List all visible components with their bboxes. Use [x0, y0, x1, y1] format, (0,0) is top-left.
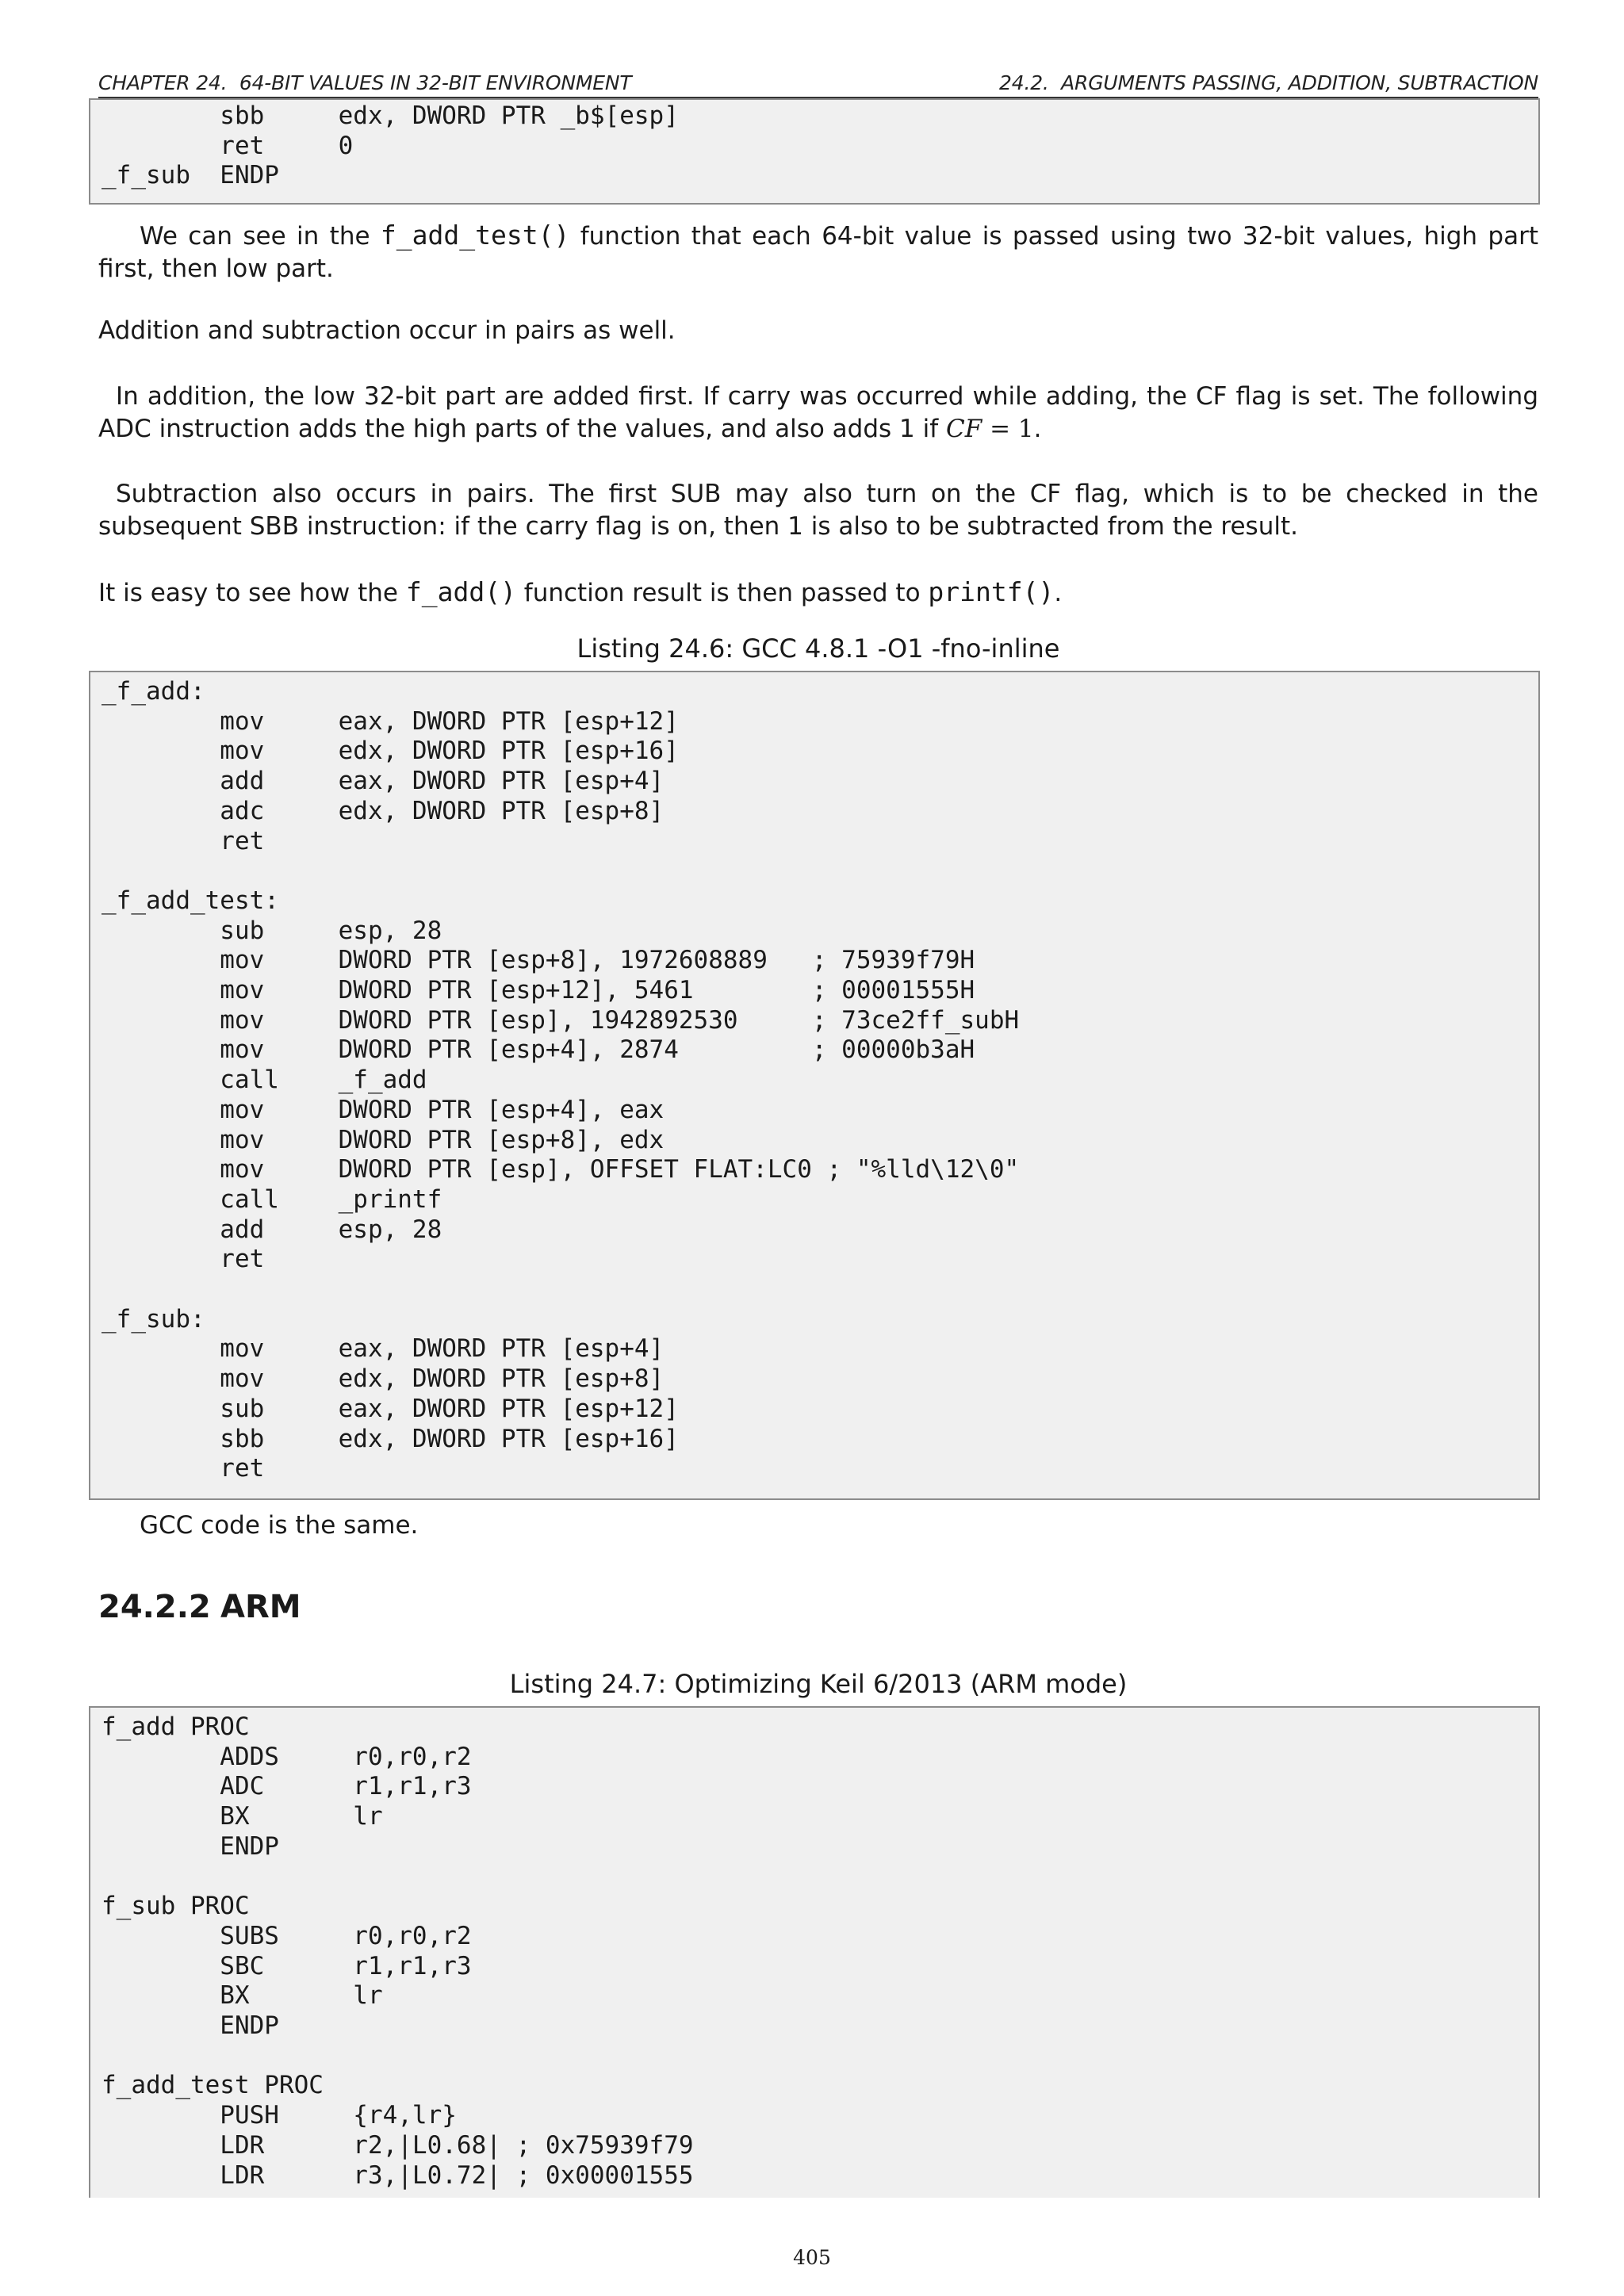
paragraph-text: function that each 64-bit value is passed using two 32-bit values, high part first, then low part.: [98, 222, 1538, 283]
inline-code-f-add-test: f_add_test(): [380, 220, 570, 251]
code-listing-24-6: _f_add: mov eax, DWORD PTR [esp+12] mov edx, DWORD PTR [esp+16] add eax, DWORD PTR [esp+4] adc edx, DWORD PTR [esp+8] ret _f_add_test: sub esp, 28 mov DWORD PTR [esp+8], 1972608889 ; 75939f79H mov DWORD PTR [esp+12], 5461 ; 00001555H mov DWORD PTR [esp], 1942892530 ; 73ce2ff_subH mov DWORD PTR [esp+4], 2874 ; 00000b3aH call _f_add mov DWORD PTR [esp+4], eax mov DWORD PTR [esp+8], edx mov DWORD PTR [esp], OFFSET FLAT:LC0 ; "%lld\12\0" call _printf add esp, 28 ret _f_sub: mov eax, DWORD PTR [esp+4] mov edx, DWORD PTR [esp+8] sub eax, DWORD PTR [esp+12] sbb edx, DWORD PTR [esp+16] ret: [89, 671, 1540, 1500]
code-listing-24-7: f_add PROC ADDS r0,r0,r2 ADC r1,r1,r3 BX lr ENDP f_sub PROC SUBS r0,r0,r2 SBC r1,r1,r3 BX lr ENDP f_add_test PROC PUSH {r4,lr} LDR r2,|L0.68| ; 0x75939f79 LDR r3,|L0.72| ; 0x00001555: [89, 1706, 1540, 2198]
running-header: [98, 70, 1538, 98]
paragraph-text: function result is then passed to: [515, 579, 929, 607]
header-chapter-title: CHAPTER 24. 64-BIT VALUES IN 32-BIT ENVIRONMENT: [98, 71, 632, 94]
paragraph-printf: [98, 576, 1538, 610]
paragraph-text: We can see in the: [140, 222, 381, 251]
paragraph-gcc-same: GCC code is the same.: [140, 1511, 419, 1540]
section-number: 24.2.2: [98, 1589, 211, 1625]
page-number: 405: [793, 2246, 831, 2269]
math-equality: = 1: [982, 415, 1034, 443]
paragraph-pairs: Addition and subtraction occur in pairs as well.: [98, 316, 676, 345]
paragraph-text: .: [1033, 415, 1042, 443]
listing-caption-24-6: Listing 24.6: GCC 4.8.1 -O1 -fno-inline: [576, 633, 1060, 664]
section-heading: [98, 1587, 301, 1627]
inline-code-f-add: f_add(): [405, 576, 516, 607]
paragraph-text: It is easy to see how the: [98, 579, 406, 607]
listing-caption-24-7: Listing 24.7: Optimizing Keil 6/2013 (ARM mode): [509, 1669, 1128, 1699]
paragraph-text: .: [1054, 579, 1063, 607]
math-cf-equals-one: [946, 415, 1034, 443]
inline-code-printf: printf(): [928, 576, 1055, 607]
paragraph-text: In addition, the low 32-bit part are added first. If carry was occurred while adding, the CF flag is set. The following ADC instruction adds the high parts of the values, and also adds 1 if: [98, 382, 1538, 443]
code-listing-continued: sbb edx, DWORD PTR _b$[esp] ret 0 _f_sub ENDP: [89, 98, 1540, 205]
math-variable: CF: [946, 415, 982, 443]
paragraph-addition: [98, 381, 1538, 446]
paragraph-argument-passing: [98, 219, 1538, 285]
header-section-title: 24.2. ARGUMENTS PASSING, ADDITION, SUBTRACTION: [999, 71, 1538, 94]
section-title: ARM: [220, 1589, 301, 1625]
paragraph-subtraction: Subtraction also occurs in pairs. The first SUB may also turn on the CF flag, which is to be checked in the subsequent SBB instruction: if the carry flag is on, then 1 is also to be subtracted from the result.: [98, 480, 1538, 541]
